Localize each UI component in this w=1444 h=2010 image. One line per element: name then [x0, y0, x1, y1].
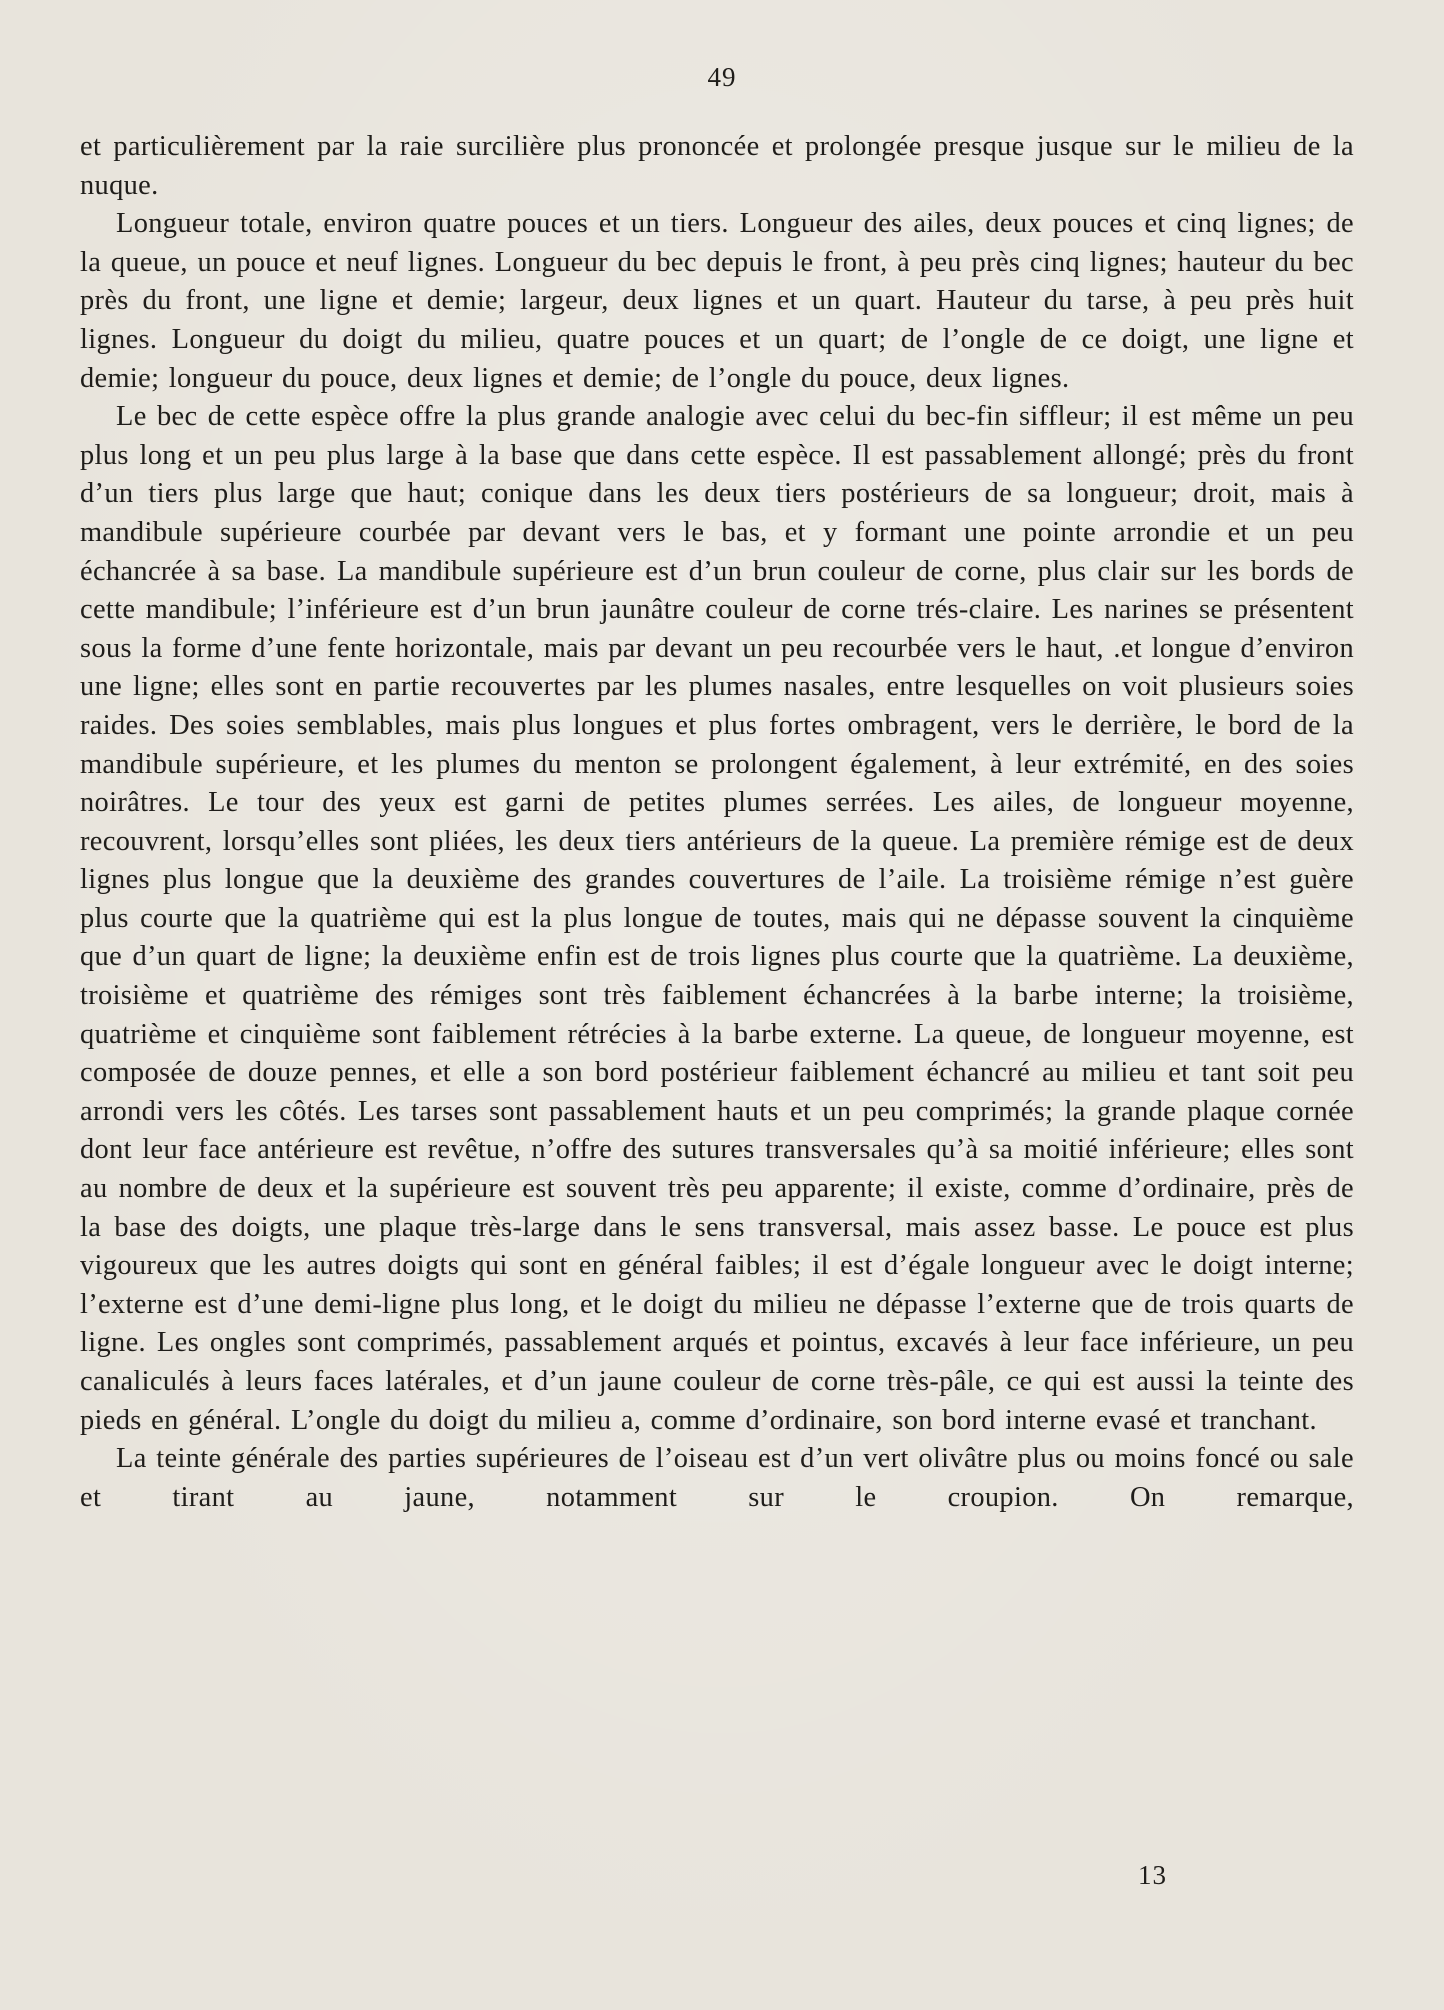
paragraph-coloration: La teinte générale des parties supérieures de l’oiseau est d’un vert olivâtre plus ou moins foncé ou sale et tirant au jaune, notamment sur le croupion. On remarque,	[80, 1443, 1354, 1513]
body-text	[80, 128, 1354, 1517]
paragraph-description: Le bec de cette espèce offre la plus grande analogie avec celui du bec-fin siffleur; il est même un peu plus long et un peu plus large à la base que dans cette espèce. Il est passablement allongé; près du front d’un tiers plus large que haut; conique dans les deux tiers postérieurs de sa longueur; droit, mais à mandibule supérieure courbée par devant vers le bas, et y formant une pointe arrondie et un peu échancrée à sa base. La mandibule supérieure est d’un brun couleur de corne, plus clair sur les bords de cette mandibule; l’inférieure est d’un brun jaunâtre couleur de corne trés-claire. Les narines se présentent sous la forme d’une fente horizontale, mais par devant un peu recourbée vers le haut, .et longue d’environ une ligne; elles sont en partie recouvertes par les plumes nasales, entre lesquelles on voit plusieurs soies raides. Des soies semblables, mais plus longues et plus fortes ombragent, vers le derrière, le bord de la mandibule supérieure, et les plumes du menton se prolongent également, à leur extrémité, en des soies noirâtres. Le tour des yeux est garni de petites plumes serrées. Les ailes, de longueur moyenne, recouvrent, lorsqu’elles sont pliées, les deux tiers antérieurs de la queue. La première rémige est de deux lignes plus longue que la deuxième des grandes couvertures de l’aile. La troisième rémige n’est guère plus courte que la quatrième qui est la plus longue de toutes, mais qui ne dépasse souvent la cinquième que d’un quart de ligne; la deuxième enfin est de trois lignes plus courte que la quatrième. La deuxième, troisième et quatrième des rémiges sont très faiblement échancrées à la barbe interne; la troisième, quatrième et cinquième sont faiblement rétrécies à la barbe externe. La queue, de longueur moyenne, est composée de douze pennes, et elle a son bord postérieur faiblement échancré au milieu et tant soit peu arrondi vers les côtés. Les tarses sont passablement hauts et un peu comprimés; la grande plaque cornée dont leur face antérieure est revêtue, n’offre des sutures transversales qu’à sa moitié inférieure; elles sont au nombre de deux et la supérieure est souvent très peu apparente; il existe, comme d’ordinaire, près de la base des doigts, une plaque très-large dans le sens transversal, mais assez basse. Le pouce est plus vigoureux que les autres doigts qui sont en général faibles; il est d’égale longueur avec le doigt interne; l’externe est d’une demi-ligne plus long, et le doigt du milieu ne dépasse l’externe que de trois quarts de ligne. Les ongles sont comprimés, passablement arqués et pointus, excavés à leur face inférieure, un peu canaliculés à leurs faces latérales, et d’un jaune couleur de corne très-pâle, ce qui est aussi la teinte des pieds en général. L’ongle du doigt du milieu a, comme d’ordinaire, son bord interne evasé et tranchant.	[80, 401, 1354, 1436]
signature-mark: 13	[1138, 1860, 1167, 1890]
paragraph-continuation: et particulièrement par la raie surcilière plus prononcée et prolongée presque jusque sur le milieu de la nuque.	[80, 131, 1354, 201]
paragraph-measurements: Longueur totale, environ quatre pouces et un tiers. Longueur des ailes, deux pouces et cinq lignes; de la queue, un pouce et neuf lignes. Longueur du bec depuis le front, à peu près cinq lignes; hauteur du bec près du front, une ligne et demie; largeur, deux lignes et un quart. Hauteur du tarse, à peu près huit lignes. Longueur du doigt du milieu, quatre pouces et un quart; de l’ongle de ce doigt, une ligne et demie; longueur du pouce, deux lignes et demie; de l’ongle du pouce, deux lignes.	[80, 208, 1354, 394]
page-number: 49	[707, 62, 737, 92]
